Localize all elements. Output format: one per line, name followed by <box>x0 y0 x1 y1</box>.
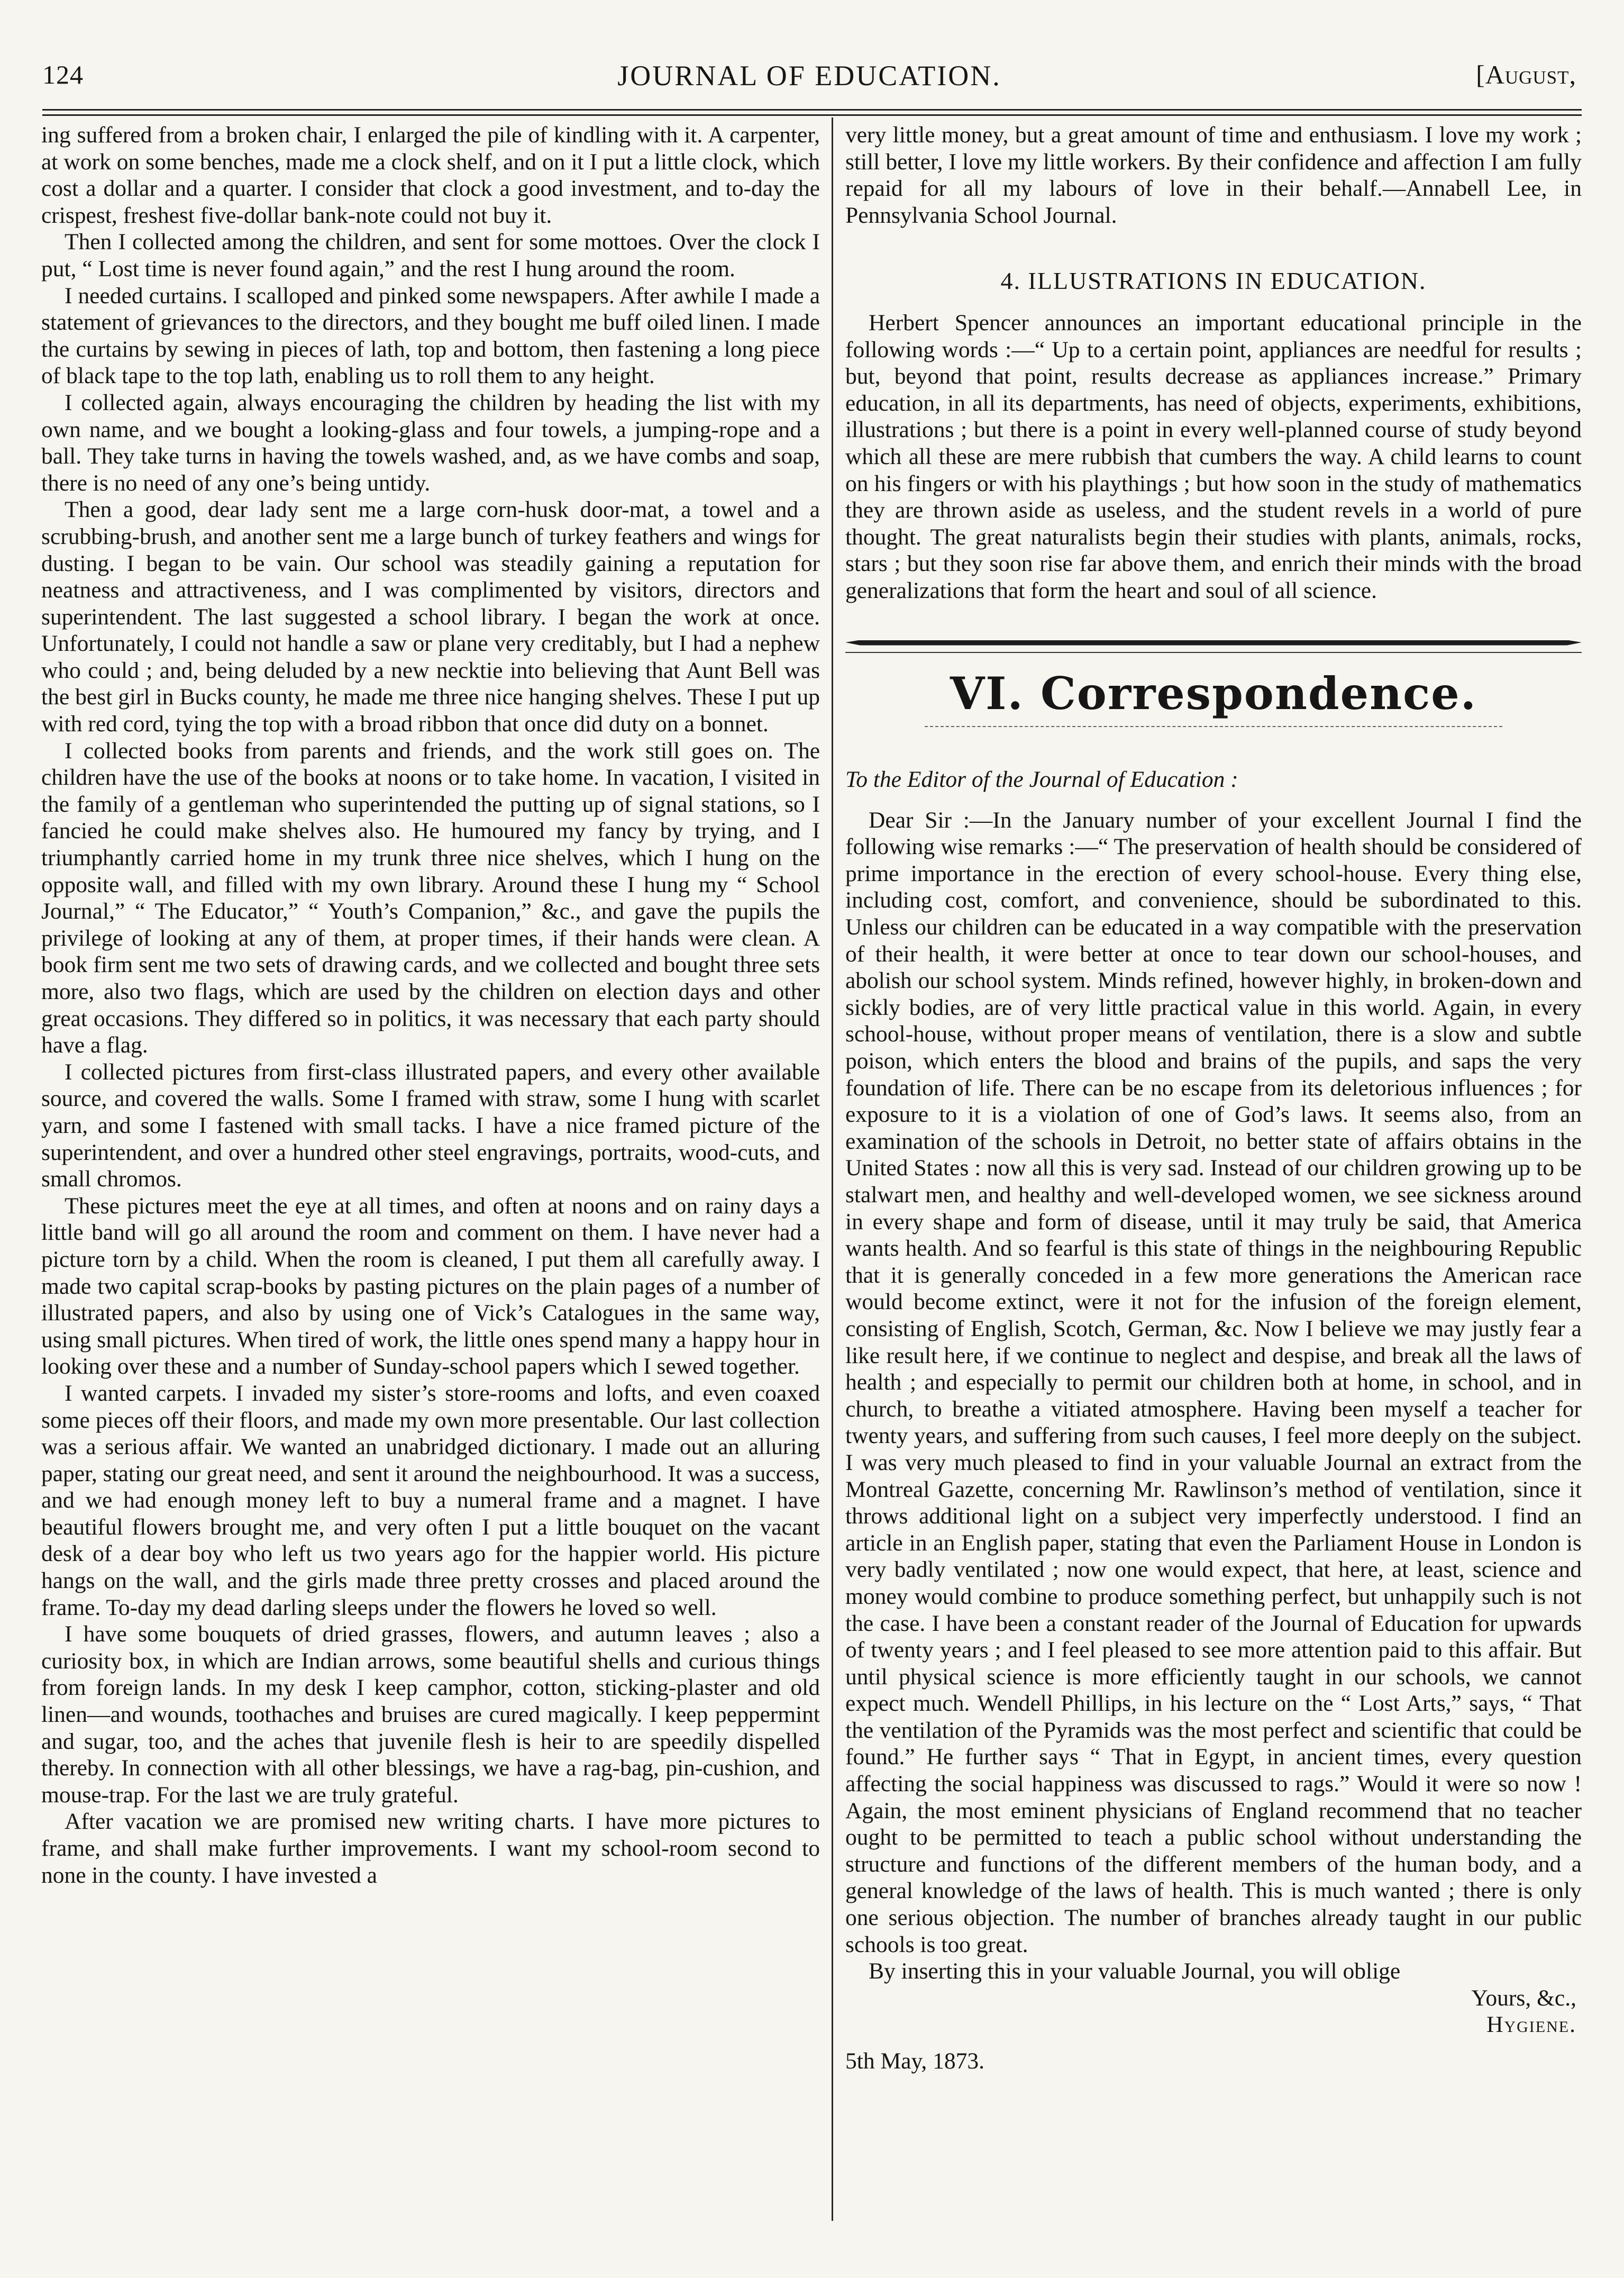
paragraph: Then I collected among the children, and sent for some mottoes. Over the clock I put, “ Lost time is never found again,” and the rest I hung around the room. <box>41 229 820 282</box>
paragraph: After vacation we are promised new writing charts. I have more pictures to frame, and shall make further improvements. I want my school-room second to none in the county. I have invested a <box>41 1809 820 1888</box>
letter-date: 5th May, 1873. <box>845 2048 984 2074</box>
right-column <box>845 122 1582 2228</box>
paragraph: I collected books from parents and friends, and the work still goes on. The children have the use of the books at noons or to take home. In vacation, I visited in the family of a gentleman who superintended the putting up of signal stations, so I fancied he could make shelves also. He humoured my fancy by trying, and I triumphantly carried home in my trunk three nice shelves, which I hung on the opposite wall, and filled with my own library. Around these I hung my “ School Journal,” “ The Educator,” “ Youth’s Companion,” &c., and gave the pupils the privilege of looking at any of them, at proper times, if their hands were clean. A book firm sent me two sets of drawing cards, and we collected and bought three sets more, also two flags, which are used by the children on election days and other great occasions. They differed so in politics, it was necessary that each party should have a flag. <box>41 738 820 1058</box>
page-number: 124 <box>42 60 84 89</box>
thin-rule <box>845 652 1582 653</box>
journal-title: JOURNAL OF EDUCATION. <box>617 60 1001 92</box>
header-rule <box>42 109 1582 116</box>
letter-signoff: Yours, &c., <box>1471 1985 1576 2011</box>
paragraph: ing suffered from a broken chair, I enlarged the pile of kindling with it. A carpenter, at work on some benches, made me a clock shelf, and on it I put a little clock, which cost a dollar and a quarter. I consider that clock a good investment, and to-day the crispest, freshest five-dollar bank-note could not buy it. <box>41 122 820 228</box>
paragraph: I collected pictures from first-class illustrated papers, and every other available source, and covered the walls. Some I framed with straw, some I hung with scarlet yarn, and some I fastened with small tacks. I have a nice framed picture of the superintendent, and over a hundred other steel engravings, portraits, wood-cuts, and small chromos. <box>41 1059 820 1192</box>
letter-closing: By inserting this in your valuable Journal, you will oblige <box>869 1958 1401 1984</box>
paragraph: These pictures meet the eye at all times, and often at noons and on rainy days a little band will go all around the room and comment on them. I have never had a picture torn by a child. When the room is cleaned, I put them all carefully away. I made two capital scrap-books by pasting pictures on the plain pages of a number of illustrated papers, and also by using one of Vick’s Catalogues in the same way, using small pictures. When tired of work, the little ones spend many a happy hour in looking over these and a number of Sunday-school papers which I sewed together. <box>41 1193 820 1379</box>
thick-rule <box>845 640 1582 646</box>
issue-month: [August, <box>1476 60 1576 89</box>
ornamental-rule <box>845 629 1582 666</box>
letter-signature: Hygiene. <box>1486 2012 1576 2038</box>
decorative-divider <box>925 726 1502 734</box>
paragraph: I wanted carpets. I invaded my sister’s store-rooms and lofts, and even coaxed some pieces off their floors, and made my own more presentable. Our last collection was a serious affair. We wanted an unabridged dictionary. I made out an alluring paper, stating our great need, and sent it around the neighbourhood. It was a success, and we had enough money left to buy a numeral frame and a magnet. I have beautiful flowers brought me, and very often I put a little bouquet on the vacant desk of a dear boy who left us two years ago for the happier world. His picture hangs on the wall, and the girls made three pretty crosses and placed around the frame. To-day my dead darling sleeps under the flowers he loved so well. <box>41 1380 820 1620</box>
paragraph: I collected again, always encouraging the children by heading the list with my own name, and we bought a looking-glass and four towels, a jumping-rope and a ball. They take turns in having the towels washed, and, as we have combs and soap, there is no need of any one’s being untidy. <box>41 389 820 496</box>
letter-body: Dear Sir :—In the January number of your excellent Journal I find the following wise remarks :—“ The preservation of health should be considered of prime importance in the erection of every school-house. Every thing else, including cost, comfort, and convenience, should be subordinated to this. Unless our children can be educated in a way compatible with the preservation of their health, it were better at once to tear down our school-houses, and abolish our school system. Minds refined, however highly, in broken-down and sickly bodies, are of very little practical value in this world. Again, in every school-house, without proper means of ventilation, there is a slow and subtle poison, which enters the blood and brains of the pupils, and saps the very foundation of life. There can be no escape from its deletorious influences ; for exposure to it is a violation of one of God’s laws. It seems also, from an examination of the schools in Detroit, no better state of affairs obtains in the United States : now all this is very sad. Instead of our children growing up to be stalwart men, and healthy and well-developed women, we see sickness around in every shape and form of disease, until it may truly be said, that America wants health. And so fearful is this state of things in the neighbouring Republic that it is generally conceded in a few more generations the American race would become extinct, were it not for the infusion of the foreign element, consisting of English, Scotch, German, &c. Now I believe we may justly fear a like result here, if we continue to neglect and despise, and break all the laws of health ; and especially to permit our children both at home, in school, and in church, to breathe a vitiated atmosphere. Having been myself a teacher for twenty years, and suffering from such causes, I feel more deeply on the subject. I was very much pleased to find in your valuable Journal an extract from the Montreal Gazette, concerning Mr. Rawlinson’s method of ventilation, since it throws additional light on a subject very imperfectly understood. I find an article in an English paper, stating that even the Parliament House in London is very badly ventilated ; now one would expect, that here, at least, science and money would combine to produce something perfect, but unhappily such is not the case. I have been a constant reader of the Journal of Education for upwards of twenty years ; and I feel pleased to see more attention paid to this affair. But until physical science is more efficiently taught in our schools, we cannot expect much. Wendell Phillips, in his lecture on the “ Lost Arts,” says, “ That the ventilation of the Pyramids was the most perfect and scientific that could be found.” He further says “ That in Egypt, in ancient times, every question affecting the social happiness was discussed to rags.” Would it were so now ! Again, the most eminent physicians of England recommend that no teacher ought to be permitted to teach a public school without understanding the structure and functions of the different members of the human body, and a general knowledge of the laws of health. This is much wanted ; there is only one serious objection. The number of branches already taught in our public schools is too great. <box>845 807 1582 1957</box>
section-heading-illustrations: 4. ILLUSTRATIONS IN EDUCATION. <box>1000 267 1427 295</box>
paragraph: I needed curtains. I scalloped and pinked some newspapers. After awhile I made a statement of grievances to the directors, and they bought me buff oiled linen. I made the curtains by sewing in pieces of lath, top and bottom, then fastening a long piece of black tape to the top lath, enabling us to roll them to any height. <box>41 283 820 389</box>
running-head <box>42 59 1576 102</box>
continued-paragraph: very little money, but a great amount of time and enthusiasm. I love my work ; still better, I love my little workers. By their confidence and affection I am fully repaid for all my labours of love in their behalf.—Annabell Lee, in Pennsylvania School Journal. <box>845 122 1582 228</box>
left-column <box>41 122 820 2228</box>
section-heading-correspondence: VI. Correspondence. <box>950 667 1477 720</box>
paragraph: Then a good, dear lady sent me a large corn-husk door-mat, a towel and a scrubbing-brush, and another sent me a large bunch of turkey feathers and wings for dusting. I began to be vain. Our school was steadily gaining a reputation for neatness and attractiveness, and I was complimented by visitors, directors and superintendent. The last suggested a school library. I began the work at once. Unfortunately, I could not handle a saw or plane very creditably, but I had a nephew who could ; and, being deluded by a new necktie into believing that Aunt Bell was the best girl in Bucks county, he made me three nice hanging shelves. These I put up with red cord, tying the top with a broad ribbon that once did duty on a bonnet. <box>41 497 820 737</box>
paragraph: Herbert Spencer announces an important educational principle in the following words :—“ Up to a certain point, appliances are needful for results ; but, beyond that point, results decrease as appliances increase.” Primary education, in all its departments, has need of objects, experiments, exhibitions, illustrations ; but there is a point in every well-planned course of study beyond which all these are mere rubbish that cumbers the way. A child learns to count on his fingers or with his playthings ; but how soon in the study of mathematics they are thrown aside as useless, and the student revels in a world of pure thought. The great naturalists begin their studies with plants, animals, rocks, stars ; but they soon rise far above them, and enrich their minds with the broad generalizations that form the heart and soul of all science. <box>845 310 1582 603</box>
column-divider <box>832 117 833 2221</box>
letter-address: To the Editor of the Journal of Education : <box>845 767 1238 793</box>
paragraph: I have some bouquets of dried grasses, flowers, and autumn leaves ; also a curiosity box, in which are Indian arrows, some beautiful shells and curious things from foreign lands. In my desk I keep camphor, cotton, sticking-plaster and old linen—and wounds, toothaches and bruises are cured magically. I keep peppermint and sugar, too, and the aches that juvenile flesh is heir to are speedily dispelled thereby. In connection with all other blessings, we have a rag-bag, pin-cushion, and mouse-trap. For the last we are truly grateful. <box>41 1621 820 1808</box>
